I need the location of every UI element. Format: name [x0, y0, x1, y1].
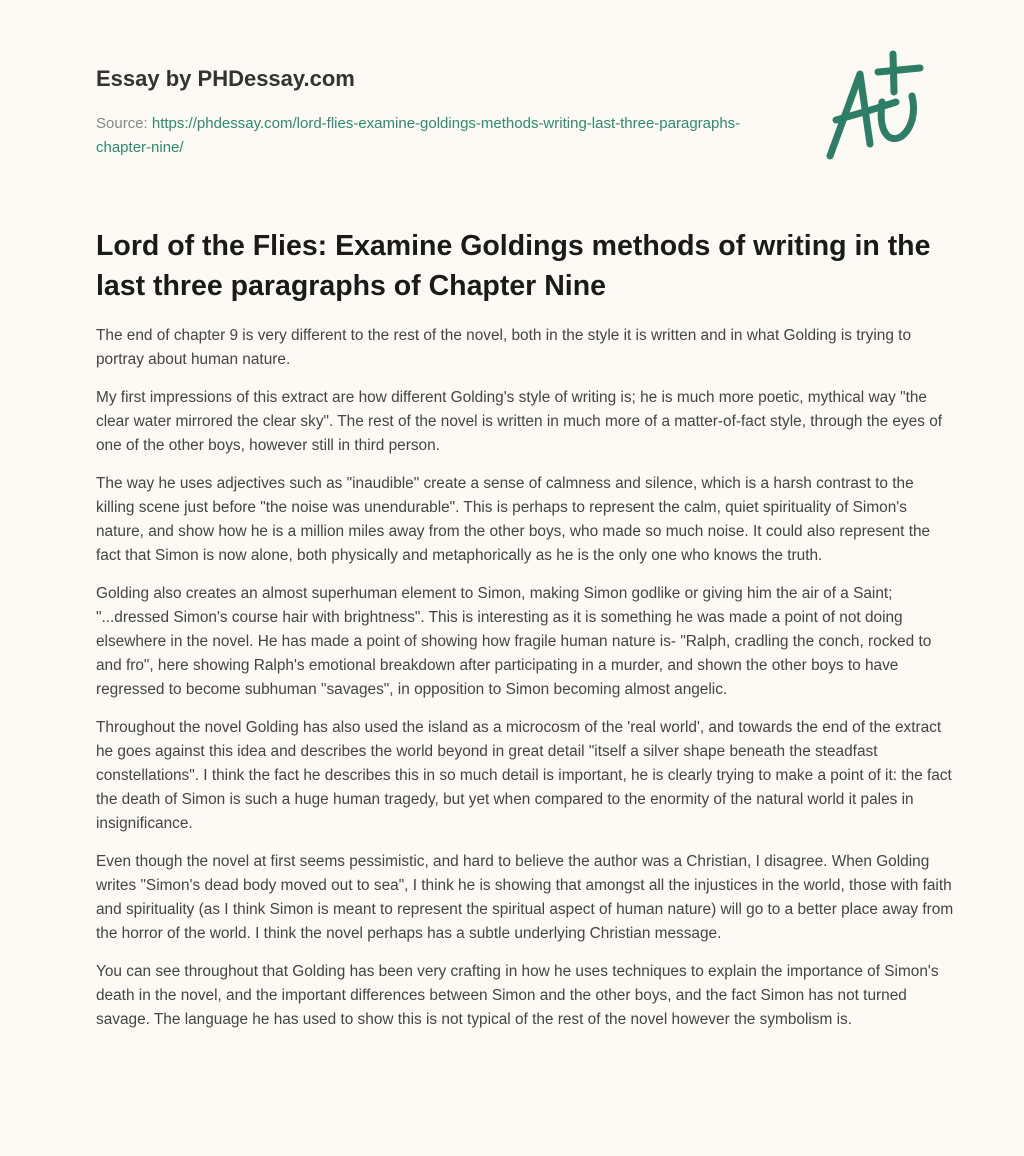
paragraph: Golding also creates an almost superhuman element to Simon, making Simon godlike or giving him the air of a Saint; "...dressed Simon's course hair with brightness". This is interesting as it is something he was made a point of not doing elsewhere in the novel. He has made a point of showing how fragile human nature is- "Ralph, cradling the conch, rocked to and fro", here showing Ralph's emotional breakdown after participating in a murder, and shown the other boys to have regressed to become subhuman "savages", in opposition to Simon becoming almost angelic. — [96, 585, 932, 698]
paragraph: The end of chapter 9 is very different to the rest of the novel, both in the style it is written and in what Golding is trying to portray about human nature. — [96, 327, 912, 368]
paragraph: My first impressions of this extract are how different Golding's style of writing is; he is much more poetic, mythical way "the clear water mirrored the clear sky". The rest of the novel is written in much more of a matter-of-fact style, through the eyes of one of the other boys, however still in third person. — [96, 389, 943, 454]
article-title: Lord of the Flies: Examine Goldings methods of writing in the last three paragraphs of Chapter Nine — [96, 230, 931, 302]
source-link[interactable]: https://phdessay.com/lord-flies-examine-goldings-methods-writing-last-three-paragraphs-chapter-nine/ — [96, 115, 741, 156]
site-brand: Essay by PHDessay.com — [96, 66, 355, 91]
article-body — [96, 324, 956, 1046]
source-label: Source: — [96, 115, 152, 132]
paragraph: Throughout the novel Golding has also used the island as a microcosm of the 'real world', and towards the end of the extract he goes against this idea and describes the world beyond in great detail "itself a silver shape beneath the steadfast constellations". I think the fact he describes this in so much detail is important, he is clearly trying to make a point of it: the fact the death of Simon is such a huge human tragedy, but yet when compared to the enormity of the natural world it pales in insignificance. — [96, 719, 952, 832]
paragraph: Even though the novel at first seems pessimistic, and hard to believe the author was a Christian, I disagree. When Golding writes "Simon's dead body moved out to sea", I think he is showing that amongst all the injustices in the world, those with faith and spirituality (as I think Simon is meant to represent the spiritual aspect of human nature) will go to a better place away from the horror of the world. I think the novel perhaps has a subtle underlying Christian message. — [96, 853, 954, 942]
a-plus-logo-icon — [818, 44, 928, 164]
paragraph: The way he uses adjectives such as "inaudible" create a sense of calmness and silence, which is a harsh contrast to the killing scene just before "the noise was unendurable". This is perhaps to represent the calm, quiet spirituality of Simon's nature, and show how he is a million miles away from the other boys, who made so much noise. It could also represent the fact that Simon is now alone, both physically and metaphorically as he is the only one who knows the truth. — [96, 475, 931, 564]
paragraph: You can see throughout that Golding has been very crafting in how he uses techniques to explain the importance of Simon's death in the novel, and the important differences between Simon and the other boys, and the fact Simon has not turned savage. The language he has used to show this is not typical of the rest of the novel however the symbolism is. — [96, 963, 939, 1028]
source-line — [96, 112, 776, 160]
